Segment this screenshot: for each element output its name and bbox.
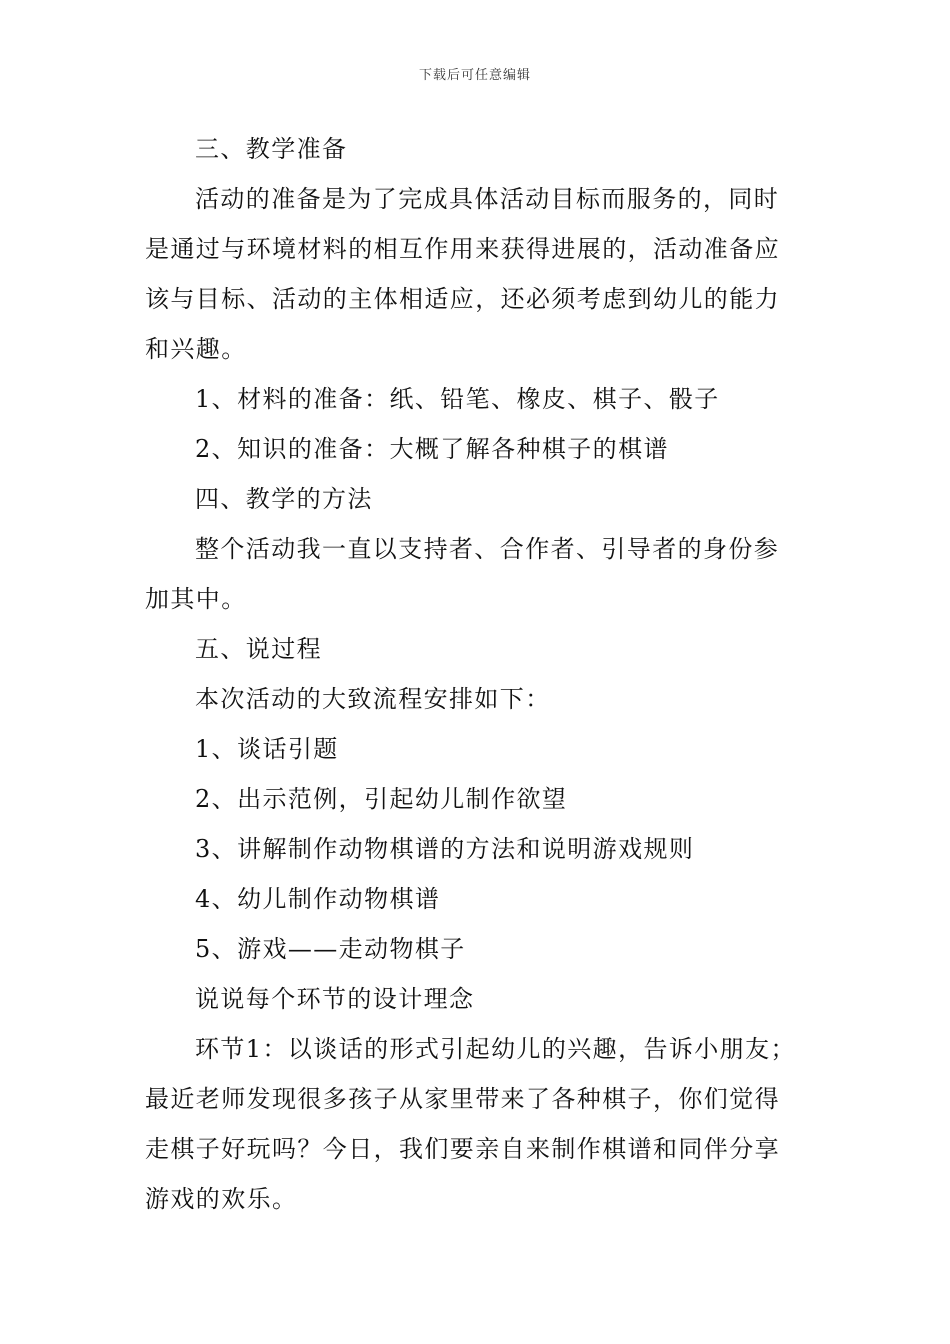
list-item: 5、游戏——走动物棋子 [195,935,466,963]
paragraph-line: 加其中。 [145,585,247,613]
paragraph-line: 本次活动的大致流程安排如下： [195,685,551,713]
section-heading-process: 五、说过程 [195,635,322,663]
paragraph-line: 说说每个环节的设计理念 [195,985,475,1013]
document-body [145,124,815,1224]
paragraph-line: 该与目标、活动的主体相适应，还必须考虑到幼儿的能力 [145,285,780,313]
list-item: 3、讲解制作动物棋谱的方法和说明游戏规则 [195,835,695,863]
paragraph-line: 游戏的欢乐。 [145,1185,298,1213]
list-item: 2、知识的准备：大概了解各种棋子的棋谱 [195,435,669,463]
paragraph-line: 和兴趣。 [145,335,247,363]
paragraph-line: 是通过与环境材料的相互作用来获得进展的，活动准备应 [145,235,780,263]
list-item: 1、谈话引题 [195,735,339,763]
page-header: 下载后可任意编辑 [418,68,531,83]
paragraph-line: 活动的准备是为了完成具体活动目标而服务的，同时 [195,185,780,213]
paragraph-line: 走棋子好玩吗？今日，我们要亲自来制作棋谱和同伴分享 [145,1135,780,1163]
list-item: 1、材料的准备：纸、铅笔、橡皮、棋子、骰子 [195,385,720,413]
list-item: 2、出示范例，引起幼儿制作欲望 [195,785,568,813]
section-heading-methods: 四、教学的方法 [195,485,373,513]
paragraph-line: 整个活动我一直以支持者、合作者、引导者的身份参 [195,535,780,563]
paragraph-line: 最近老师发现很多孩子从家里带来了各种棋子，你们觉得 [145,1085,780,1113]
section-heading-preparation: 三、教学准备 [195,135,348,163]
paragraph-line: 环节1：以谈话的形式引起幼儿的兴趣，告诉小朋友； [195,1035,796,1063]
list-item: 4、幼儿制作动物棋谱 [195,885,441,913]
